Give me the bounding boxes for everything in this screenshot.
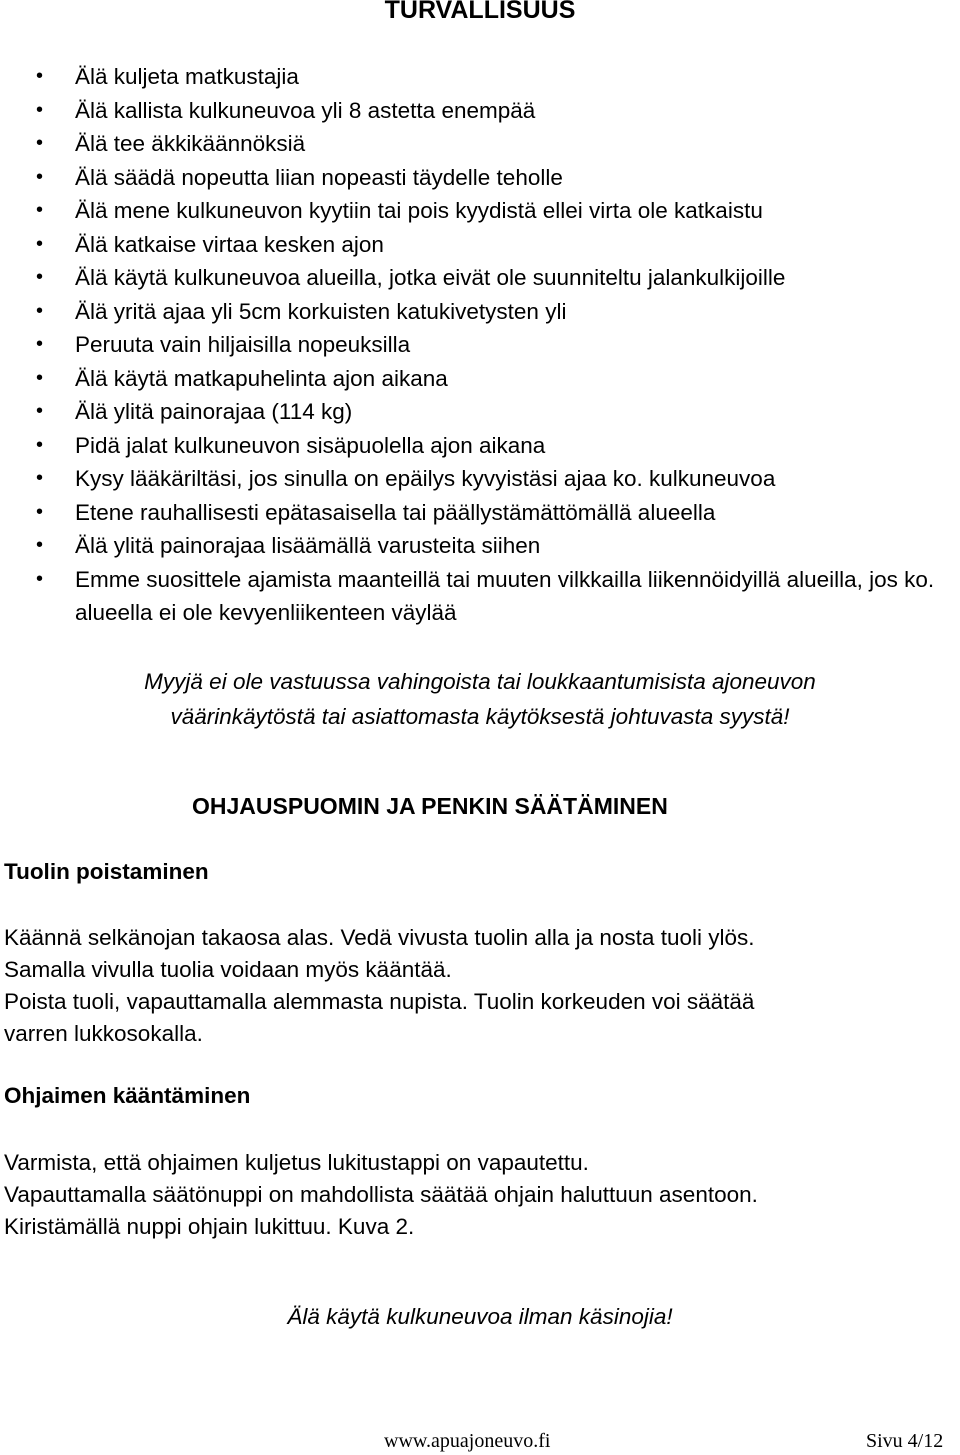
page-title-text: TURVALLISUUS bbox=[384, 0, 576, 24]
list-item bbox=[0, 328, 960, 362]
rule-text: Älä katkaise virtaa kesken ajon bbox=[75, 231, 384, 257]
list-item bbox=[0, 127, 960, 161]
bullet-icon: • bbox=[36, 567, 44, 590]
paragraph-line: Vapauttamalla säätönuppi on mahdollista säätää ohjain haluttuun asentoon. bbox=[4, 1182, 758, 1207]
bullet-icon: • bbox=[36, 232, 44, 255]
list-item bbox=[0, 228, 960, 262]
rule-text: Älä käytä matkapuhelinta ajon aikana bbox=[75, 365, 448, 391]
bullet-icon: • bbox=[36, 98, 44, 121]
footer-page-number: Sivu 4/12 bbox=[866, 1430, 944, 1452]
paragraph-line: Poista tuoli, vapauttamalla alemmasta nupista. Tuolin korkeuden voi säätää bbox=[4, 989, 755, 1014]
rule-text: Älä yritä ajaa yli 5cm korkuisten katukivetysten yli bbox=[75, 298, 567, 324]
disclaimer bbox=[0, 664, 960, 734]
rule-text: Kysy lääkäriltäsi, jos sinulla on epäilys kyvyistäsi ajaa ko. kulkuneuvoa bbox=[75, 466, 776, 491]
chair-removal-heading: Tuolin poistaminen bbox=[4, 859, 209, 884]
list-item bbox=[0, 462, 960, 496]
section-heading: OHJAUSPUOMIN JA PENKIN SÄÄTÄMINEN bbox=[192, 793, 668, 819]
rule-text: Älä kallista kulkuneuvoa yli 8 astetta enempää bbox=[75, 97, 536, 123]
bullet-icon: • bbox=[36, 65, 44, 87]
page-title bbox=[0, 0, 960, 25]
footer-url: www.apuajoneuvo.fi bbox=[384, 1430, 551, 1452]
bullet-icon: • bbox=[36, 433, 44, 456]
safety-rules-list bbox=[0, 60, 960, 630]
bullet-icon: • bbox=[36, 534, 44, 556]
rule-text: Älä tee äkkikäännöksiä bbox=[75, 131, 306, 156]
list-item bbox=[0, 496, 960, 530]
rule-text: Pidä jalat kulkuneuvon sisäpuolella ajon aikana bbox=[75, 432, 546, 458]
paragraph-line: Samalla vivulla tuolia voidaan myös kääntää. bbox=[4, 957, 452, 982]
rule-text: Emme suosittele ajamista maanteillä tai muuten vilkkailla liikennöidyillä alueilla, jos ko. alueella ei ole kevyenliikenteen väylää bbox=[75, 566, 935, 625]
bullet-icon: • bbox=[36, 299, 44, 322]
paragraph-line: Kiristämällä nuppi ohjain lukittuu. Kuva 2. bbox=[4, 1214, 415, 1239]
warning-text: Älä käytä kulkuneuvoa ilman käsinojia! bbox=[287, 1304, 673, 1329]
rule-text: Älä ylitä painorajaa lisäämällä varusteita siihen bbox=[75, 533, 541, 558]
rule-text: Älä käytä kulkuneuvoa alueilla, jotka eivät ole suunniteltu jalankulkijoille bbox=[75, 265, 786, 290]
disclaimer-line: väärinkäytöstä tai asiattomasta käytöksestä johtuvasta syystä! bbox=[170, 704, 790, 729]
rule-text: Peruuta vain hiljaisilla nopeuksilla bbox=[75, 332, 411, 357]
bullet-icon: • bbox=[36, 132, 44, 154]
bullet-icon: • bbox=[36, 199, 44, 221]
list-item bbox=[0, 60, 960, 94]
bullet-icon: • bbox=[36, 500, 44, 523]
bullet-icon: • bbox=[36, 333, 44, 355]
paragraph-line: Varmista, että ohjaimen kuljetus lukitustappi on vapautettu. bbox=[4, 1150, 589, 1175]
disclaimer-line: Myyjä ei ole vastuussa vahingoista tai loukkaantumisista ajoneuvon bbox=[144, 669, 816, 694]
bullet-icon: • bbox=[36, 165, 44, 188]
list-item bbox=[0, 429, 960, 463]
list-item bbox=[0, 295, 960, 329]
paragraph-line: varren lukkosokalla. bbox=[4, 1021, 203, 1046]
list-item bbox=[0, 529, 960, 563]
list-item bbox=[0, 194, 960, 228]
bullet-icon: • bbox=[36, 467, 44, 489]
rule-text: Älä kuljeta matkustajia bbox=[75, 64, 299, 89]
handlebar-turning-text bbox=[4, 1147, 758, 1243]
rule-text: Älä säädä nopeutta liian nopeasti täydelle teholle bbox=[75, 164, 563, 190]
chair-removal-text bbox=[4, 922, 755, 1050]
paragraph-line: Käännä selkänojan takaosa alas. Vedä vivusta tuolin alla ja nosta tuoli ylös. bbox=[4, 925, 755, 950]
rule-text: Älä mene kulkuneuvon kyytiin tai pois kyydistä ellei virta ole katkaistu bbox=[75, 198, 763, 223]
bullet-icon: • bbox=[36, 266, 44, 288]
bullet-icon: • bbox=[36, 366, 44, 389]
rule-text: Etene rauhallisesti epätasaisella tai päällystämättömällä alueella bbox=[75, 499, 716, 525]
rule-text: Älä ylitä painorajaa (114 kg) bbox=[75, 399, 353, 424]
bullet-icon: • bbox=[36, 400, 44, 422]
list-item bbox=[0, 362, 960, 396]
handlebar-turning-heading: Ohjaimen kääntäminen bbox=[4, 1083, 251, 1108]
list-item bbox=[0, 563, 945, 630]
list-item bbox=[0, 94, 960, 128]
list-item bbox=[0, 161, 960, 195]
list-item bbox=[0, 261, 960, 295]
list-item bbox=[0, 395, 960, 429]
